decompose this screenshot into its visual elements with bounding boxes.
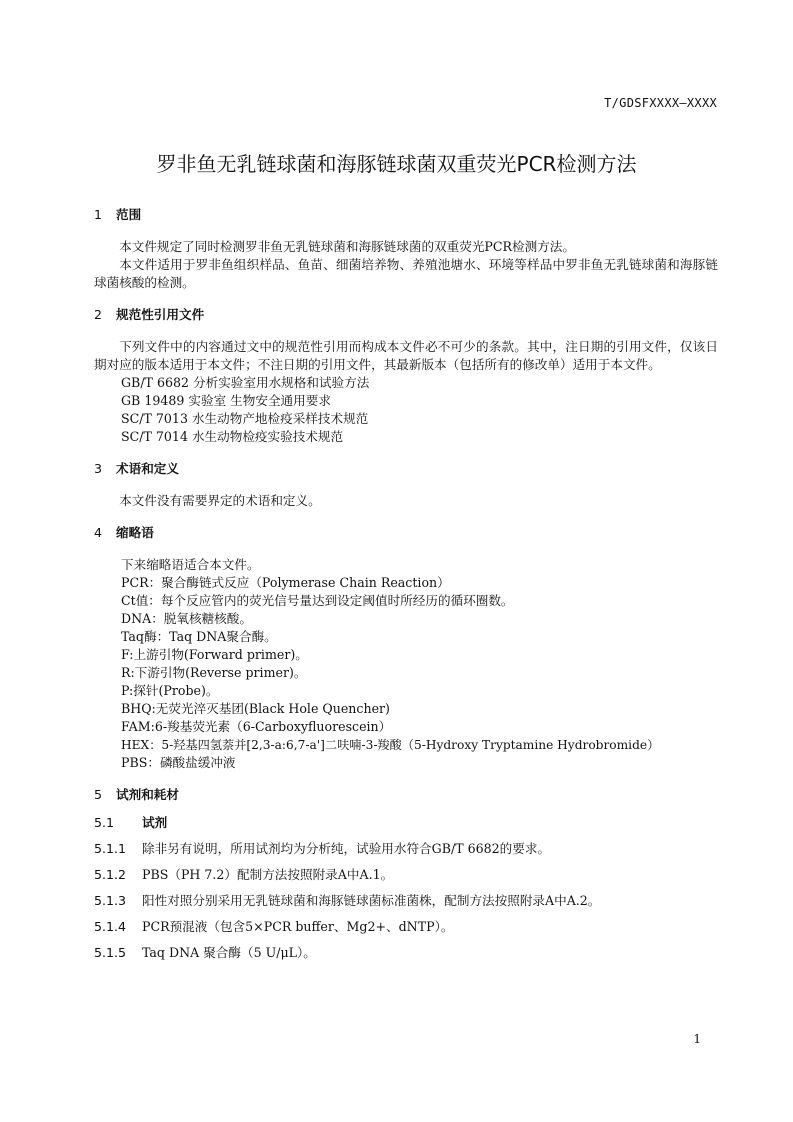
- section-heading: 2 规范性引用文件: [94, 307, 205, 322]
- abbreviation-item: HEX：5-羟基四氢萘并[2,3-a:6,7-a']二呋喃-3-羧酸（5-Hydroxy Tryptamine Hydrobromide）: [121, 738, 660, 752]
- clause-item: 5.1.4 PCR预混液（包含5×PCR buffer、Mg2+、dNTP）。: [94, 919, 454, 934]
- clause-item: 5.1.1 除非另有说明，所用试剂均为分析纯，试验用水符合GB/T 6682的要求。: [94, 841, 551, 856]
- abbreviation-item: FAM:6-羧基荧光素（6-Carboxyfluorescein）: [121, 719, 392, 734]
- clause-item: 5.1.5 Taq DNA 聚合酶（5 U/μL）。: [94, 945, 316, 960]
- clause-item: 5.1.2 PBS（PH 7.2）配制方法按照附录A中A.1。: [94, 867, 394, 882]
- abbreviation-item: PCR：聚合酶链式反应（Polymerase Chain Reaction）: [121, 575, 450, 590]
- section-abbreviations: [94, 524, 718, 772]
- abbreviation-item: F:上游引物(Forward primer)。: [121, 647, 308, 662]
- reference-item: GB 19489 实验室 生物安全通用要求: [121, 393, 331, 408]
- section-terms: [94, 460, 718, 510]
- abbreviation-item: Taq酶：Taq DNA聚合酶。: [121, 629, 277, 644]
- standard-code: T/GDSFXXXX—XXXX: [604, 96, 717, 110]
- section-heading: 3 术语和定义: [94, 461, 179, 476]
- abbreviation-item: Ct值：每个反应管内的荧光信号量达到设定阈值时所经历的循环圈数。: [121, 593, 514, 608]
- abbreviation-item: P:探针(Probe)。: [121, 683, 219, 698]
- section-heading: 1 范围: [94, 207, 142, 222]
- reference-item: SC/T 7013 水生动物产地检疫采样技术规范: [121, 411, 369, 426]
- clause-item: 5.1.3 阳性对照分别采用无乳链球菌和海豚链球菌标准菌株，配制方法按照附录A中A.2。: [94, 893, 601, 908]
- abbreviation-item: DNA：脱氧核糖核酸。: [121, 611, 252, 626]
- section-normative-references: [94, 306, 718, 446]
- paragraph: 本文件适用于罗非鱼组织样品、鱼苗、细菌培养物、养殖池塘水、环境等样品中罗非鱼无乳链球菌和海豚链球菌核酸的检测。: [94, 257, 718, 290]
- section-reagents: [94, 786, 718, 962]
- subsection-heading: 5.1 试剂: [94, 815, 168, 830]
- abbreviation-item: PBS：磷酸盐缓冲液: [121, 755, 236, 770]
- paragraph: 本文件没有需要界定的术语和定义。: [119, 493, 321, 508]
- section-heading: 5 试剂和耗材: [94, 787, 179, 802]
- section-heading: 4 缩略语: [94, 525, 154, 540]
- document-body: [94, 206, 718, 962]
- abbreviation-item: BHQ:无荧光淬灭基团(Black Hole Quencher): [121, 701, 390, 716]
- document-title: 罗非鱼无乳链球菌和海豚链球菌双重荧光PCR检测方法: [156, 152, 637, 176]
- section-scope: [94, 206, 718, 292]
- paragraph: 本文件规定了同时检测罗非鱼无乳链球菌和海豚链球菌的双重荧光PCR检测方法。: [119, 239, 575, 254]
- page-number: 1: [693, 1032, 701, 1046]
- reference-item: GB/T 6682 分析实验室用水规格和试验方法: [121, 375, 370, 390]
- reference-item: SC/T 7014 水生动物检疫实验技术规范: [121, 429, 344, 444]
- abbreviation-item: 下来缩略语适合本文件。: [121, 557, 260, 572]
- paragraph: 下列文件中的内容通过文中的规范性引用而构成本文件必不可少的条款。其中，注日期的引用文件，仅该日期对应的版本适用于本文件；不注日期的引用文件，其最新版本（包括所有的修改单）适用于本文件。: [94, 339, 718, 372]
- abbreviation-item: R:下游引物(Reverse primer)。: [121, 665, 307, 680]
